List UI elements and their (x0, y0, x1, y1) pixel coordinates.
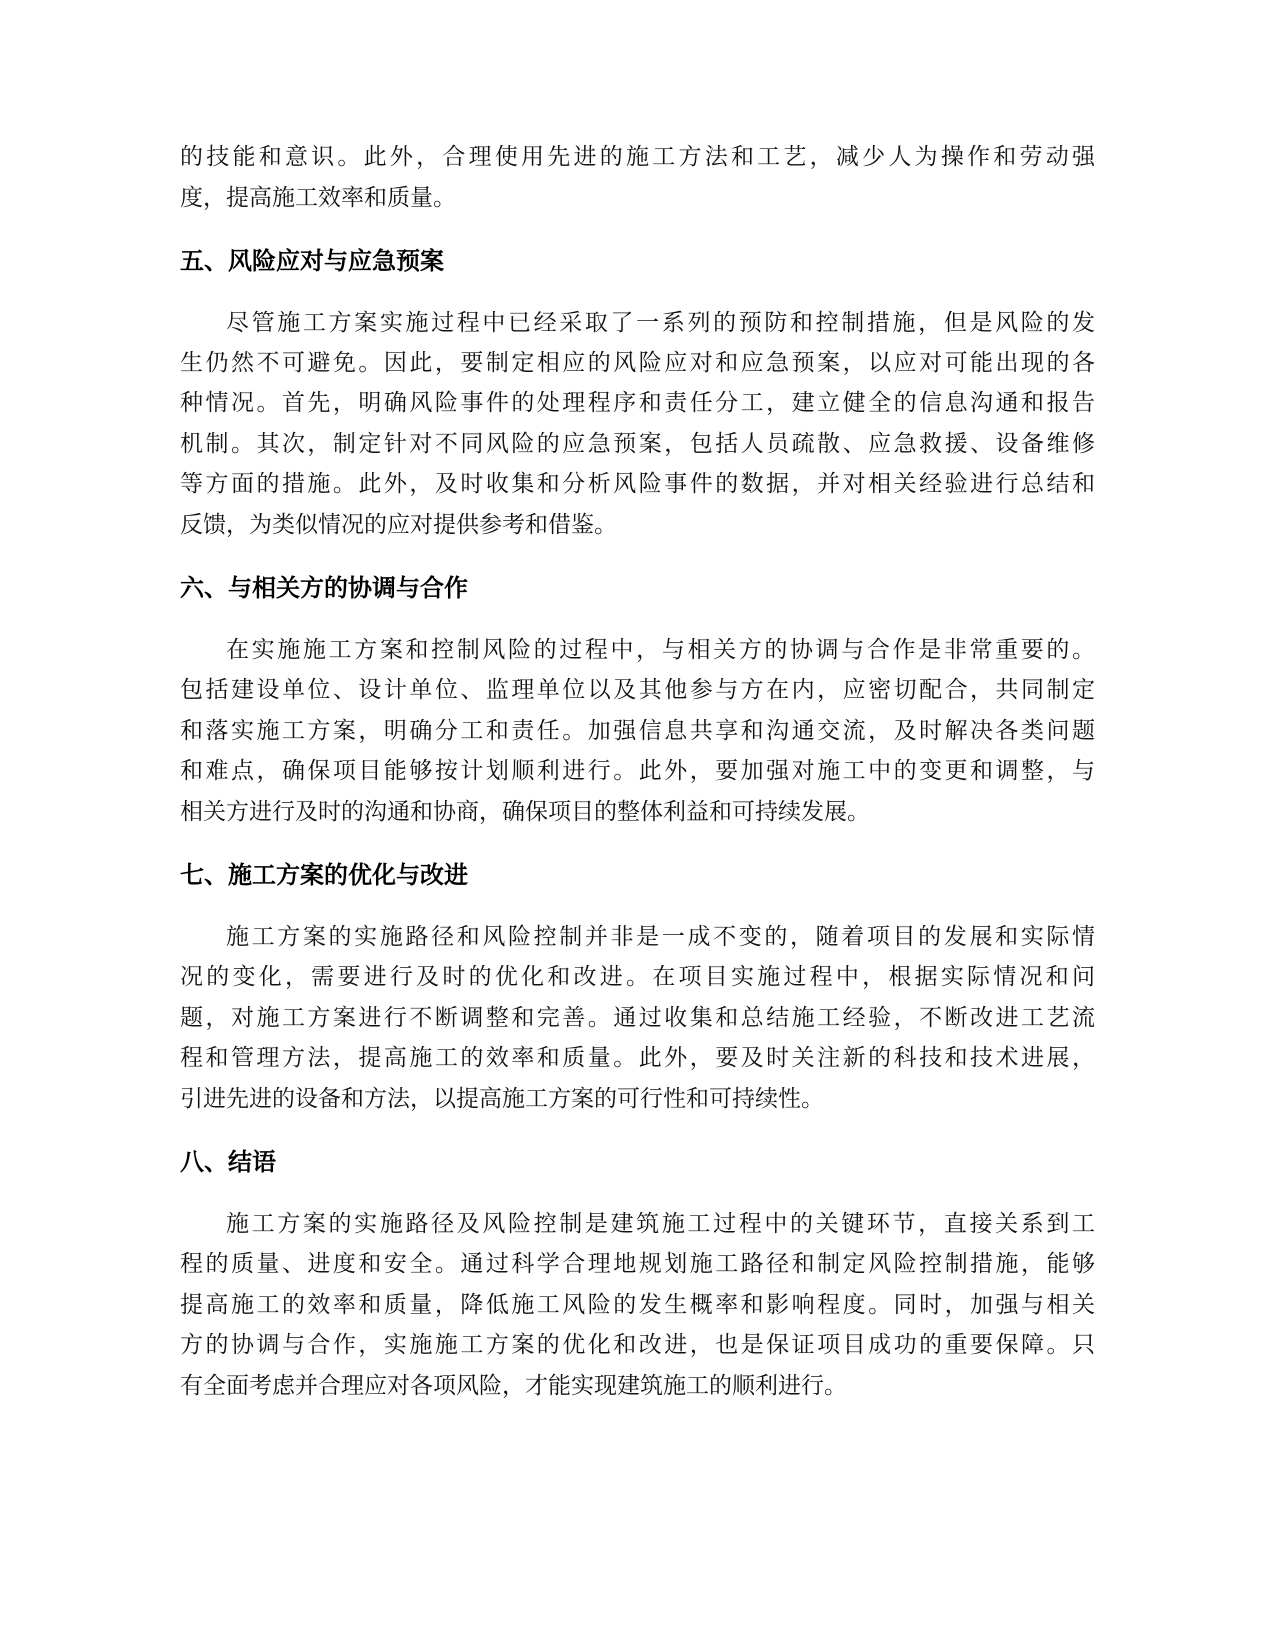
paragraph-line: 在实施施工方案和控制风险的过程中，与相关方的协调与合作是非常重要的。 (226, 637, 1095, 663)
paragraph-line: 和难点，确保项目能够按计划顺利进行。此外，要加强对施工中的变更和调整，与 (180, 758, 1095, 784)
paragraph-line: 方的协调与合作，实施施工方案的优化和改进，也是保证项目成功的重要保障。只 (180, 1332, 1095, 1358)
section-heading-5: 五、风险应对与应急预案 (180, 247, 444, 275)
paragraph-line: 度，提高施工效率和质量。 (180, 185, 456, 211)
paragraph-line: 程的质量、进度和安全。通过科学合理地规划施工路径和制定风险控制措施，能够 (180, 1251, 1095, 1277)
paragraph-line: 种情况。首先，明确风险事件的处理程序和责任分工，建立健全的信息沟通和报告 (180, 390, 1095, 416)
paragraph-line: 和落实施工方案，明确分工和责任。加强信息共享和沟通交流，及时解决各类问题 (180, 718, 1095, 744)
section-heading-8: 八、结语 (180, 1148, 276, 1176)
paragraph-line: 有全面考虑并合理应对各项风险，才能实现建筑施工的顺利进行。 (180, 1373, 847, 1399)
paragraph-line: 题，对施工方案进行不断调整和完善。通过收集和总结施工经验，不断改进工艺流 (180, 1005, 1095, 1031)
paragraph-line: 相关方进行及时的沟通和协商，确保项目的整体利益和可持续发展。 (180, 799, 870, 825)
paragraph-line: 的技能和意识。此外，合理使用先进的施工方法和工艺，减少人为操作和劳动强 (180, 144, 1095, 170)
paragraph-line: 程和管理方法，提高施工的效率和质量。此外，要及时关注新的科技和技术进展， (180, 1045, 1095, 1071)
paragraph-line: 提高施工的效率和质量，降低施工风险的发生概率和影响程度。同时，加强与相关 (180, 1292, 1095, 1318)
paragraph-line: 等方面的措施。此外，及时收集和分析风险事件的数据，并对相关经验进行总结和 (180, 471, 1095, 497)
paragraph-line: 况的变化，需要进行及时的优化和改进。在项目实施过程中，根据实际情况和问 (180, 964, 1095, 990)
paragraph-line: 施工方案的实施路径和风险控制并非是一成不变的，随着项目的发展和实际情 (226, 924, 1095, 950)
paragraph-line: 包括建设单位、设计单位、监理单位以及其他参与方在内，应密切配合，共同制定 (180, 677, 1095, 703)
section-heading-7: 七、施工方案的优化与改进 (180, 861, 468, 889)
paragraph-line: 生仍然不可避免。因此，要制定相应的风险应对和应急预案，以应对可能出现的各 (180, 350, 1095, 376)
section-heading-6: 六、与相关方的协调与合作 (180, 574, 468, 602)
paragraph-line: 引进先进的设备和方法，以提高施工方案的可行性和可持续性。 (180, 1086, 824, 1112)
paragraph-line: 反馈，为类似情况的应对提供参考和借鉴。 (180, 512, 617, 538)
paragraph-line: 尽管施工方案实施过程中已经采取了一系列的预防和控制措施，但是风险的发 (226, 310, 1095, 336)
paragraph-line: 机制。其次，制定针对不同风险的应急预案，包括人员疏散、应急救援、设备维修 (180, 431, 1095, 457)
paragraph-line: 施工方案的实施路径及风险控制是建筑施工过程中的关键环节，直接关系到工 (226, 1211, 1095, 1237)
